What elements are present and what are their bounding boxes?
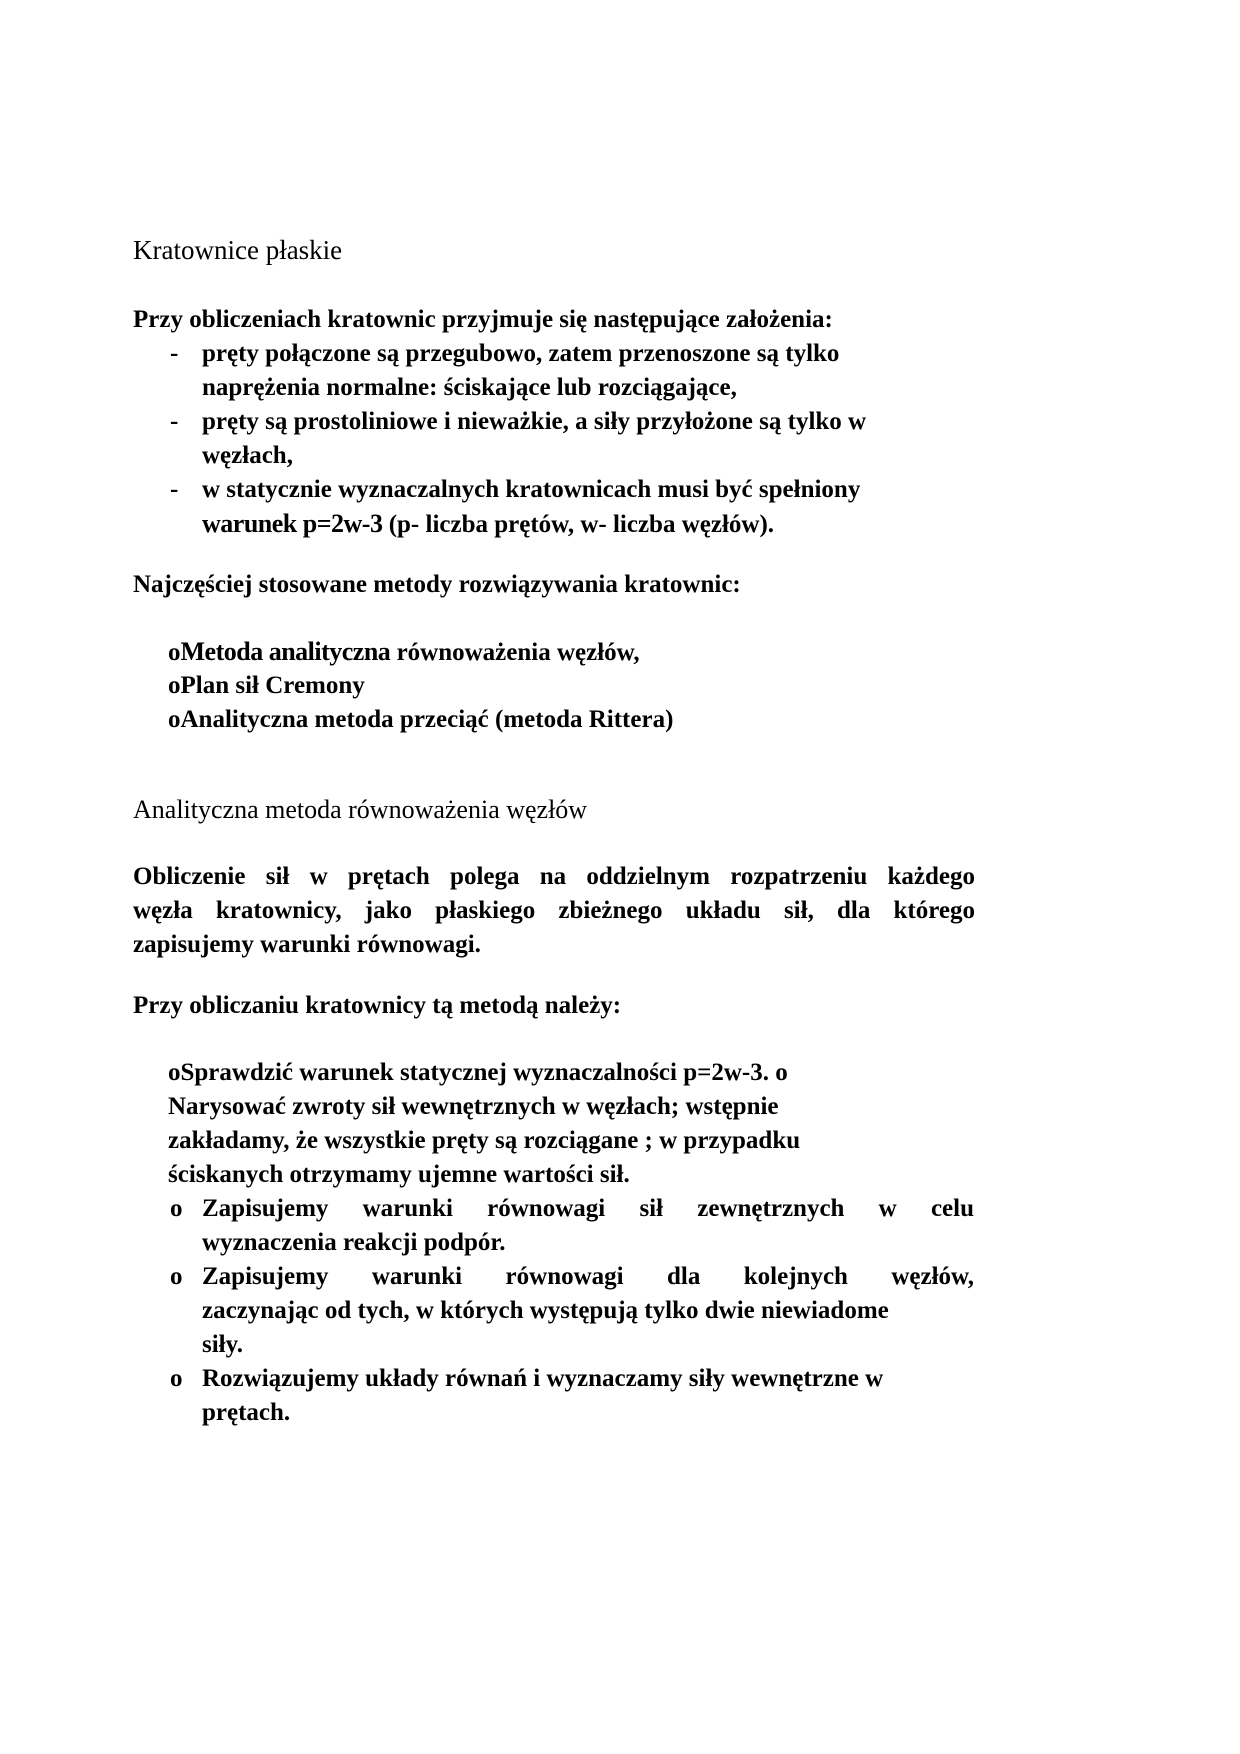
condition-formula: warunek p=2w-3 xyxy=(202,509,383,538)
step-3-line-2: prętach. xyxy=(202,1399,291,1426)
assumption-2-line-1: pręty są prostoliniowe i nieważkie, a siły przyłożone są tylko w xyxy=(202,408,867,435)
steps-block-line-1: oSprawdzić warunek statycznej wyznaczalności p=2w-3. o xyxy=(168,1059,788,1086)
step-1-line-1: Zapisujemy warunki równowagi sił zewnętrznych w celu xyxy=(202,1195,974,1222)
assumption-1-line-2: naprężenia normalne: ściskające lub rozciągające, xyxy=(202,374,737,401)
paragraph-line-3: zapisujemy warunki równowagi. xyxy=(133,931,481,958)
intro-text: Przy obliczeniach kratownic przyjmuje się następujące założenia: xyxy=(133,306,833,333)
method-1-bold: Metoda analityczna xyxy=(180,637,391,666)
bullet-o: o xyxy=(170,1195,183,1222)
steps-block-line-4: ściskanych otrzymamy ujemne wartości sił. xyxy=(168,1161,630,1188)
section-2-title: Analityczna metoda równoważenia węzłów xyxy=(133,795,588,824)
bullet-dash: - xyxy=(170,340,179,367)
step-3-line-1: Rozwiązujemy układy równań i wyznaczamy siły wewnętrzne w xyxy=(202,1365,884,1392)
assumption-3-line-1: w statycznie wyznaczalnych kratownicach musi być spełniony xyxy=(202,476,861,503)
assumption-3-line-2 xyxy=(202,507,774,541)
bullet-o: o xyxy=(170,1263,183,1290)
bullet-dash: - xyxy=(170,408,179,435)
method-2 xyxy=(168,669,365,703)
method-1 xyxy=(168,635,640,669)
steps-block-line-3: zakładamy, że wszystkie pręty są rozciągane ; w przypadku xyxy=(168,1127,801,1154)
assumption-1-line-1: pręty połączone są przegubowo, zatem przenoszone są tylko xyxy=(202,340,840,367)
step-2-line-3: siły. xyxy=(202,1331,243,1358)
method-2-text: Plan sił Cremony xyxy=(180,672,365,699)
step-2-line-2: zaczynając od tych, w których występują tylko dwie niewiadome xyxy=(202,1297,889,1324)
methods-intro: Najczęściej stosowane metody rozwiązywania kratownic: xyxy=(133,571,741,598)
bullet-o: o xyxy=(170,1365,183,1392)
method-3 xyxy=(168,703,673,737)
condition-explanation: (p- liczba prętów, w- liczba węzłów). xyxy=(382,511,775,538)
assumption-2-line-2: węzłach, xyxy=(202,442,293,469)
bullet-o: o xyxy=(168,706,181,733)
step-1-line-2: wyznaczenia reakcji podpór. xyxy=(202,1229,506,1256)
step-2-line-1: Zapisujemy warunki równowagi dla kolejnych węzłów, xyxy=(202,1263,974,1290)
bullet-dash: - xyxy=(170,476,179,503)
steps-block-line-2: Narysować zwroty sił wewnętrznych w węzłach; wstępnie xyxy=(168,1093,779,1120)
method-1-rest: równoważenia węzłów, xyxy=(390,639,640,666)
paragraph-line-2: węzła kratownicy, jako płaskiego zbieżnego układu sił, dla którego xyxy=(133,897,975,924)
page-title: Kratownice płaskie xyxy=(133,235,343,265)
bullet-o: o xyxy=(168,672,181,699)
paragraph-line-1: Obliczenie sił w prętach polega na oddzielnym rozpatrzeniu każdego xyxy=(133,863,975,890)
bullet-o: o xyxy=(168,639,181,666)
steps-intro: Przy obliczaniu kratownicy tą metodą należy: xyxy=(133,992,622,1019)
method-3-text: Analityczna metoda przeciąć (metoda Rittera) xyxy=(180,706,674,733)
